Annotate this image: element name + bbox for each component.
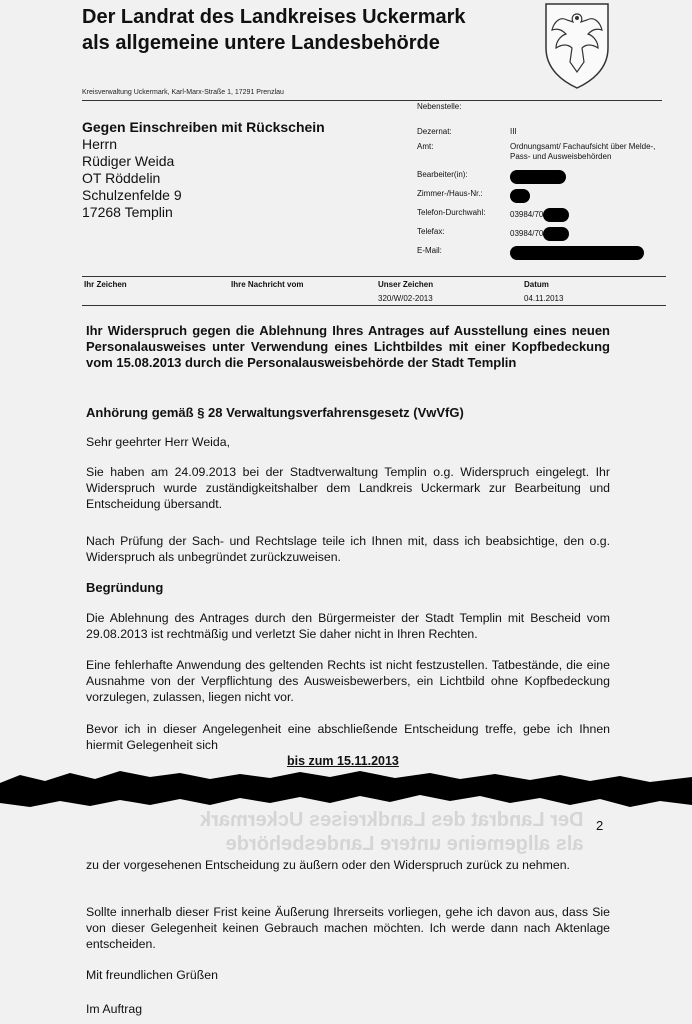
redacted-bearbeiter — [510, 170, 566, 184]
reference-rule-top — [82, 276, 666, 277]
recipient-name: Rüdiger Weida — [82, 153, 175, 169]
bleed-through-letterhead: Der Landrat des Landkreises Uckermark als allgemeine untere Landesbehörde — [200, 809, 584, 855]
paragraph-5: Bevor ich in dieser Angelegenheit eine abschließende Entscheidung treffe, gebe ich Ihnen hiermit Gelegenheit sich — [86, 722, 610, 752]
unser-zeichen-value: 320/W/02-2013 — [378, 294, 433, 303]
reference-rule-bottom — [82, 305, 666, 306]
telefax-value: 03984/70 — [510, 229, 544, 239]
signoff: Im Auftrag — [86, 1002, 143, 1016]
recipient-district: OT Röddelin — [82, 170, 161, 186]
recipient-street: Schulzenfelde 9 — [82, 187, 182, 203]
telefax-label: Telefax: — [417, 227, 445, 236]
amt-label: Amt: — [417, 142, 434, 151]
recipient-city: 17268 Templin — [82, 204, 173, 220]
recipient-salutation: Herrn — [82, 136, 118, 152]
paragraph-6: zu der vorgesehenen Entscheidung zu äußern oder den Widerspruch zurück zu nehmen. — [86, 858, 570, 872]
hearing-heading: Anhörung gemäß § 28 Verwaltungsverfahrensgesetz (VwVfG) — [86, 405, 464, 420]
deadline-date: bis zum 15.11.2013 — [287, 754, 399, 768]
closing: Mit freundlichen Grüßen — [86, 968, 218, 982]
redacted-email — [510, 246, 644, 260]
recipient-address — [82, 119, 325, 221]
paragraph-2: Nach Prüfung der Sach- und Rechtslage teile ich Ihnen mit, dass ich beabsichtige, den o.g. Widerspruch als unbegründet zurückzuweisen. — [86, 534, 610, 564]
amt-value: Ordnungsamt/ Fachaufsicht über Melde-, Pass- und Ausweisbehörden — [510, 142, 656, 161]
datum-value: 04.11.2013 — [524, 294, 564, 303]
greeting: Sehr geehrter Herr Weida, — [86, 435, 230, 449]
telefon-label: Telefon-Durchwahl: — [417, 208, 486, 217]
sender-address-line: Kreisverwaltung Uckermark, Karl-Marx-Straße 1, 17291 Prenzlau — [82, 89, 284, 96]
redacted-telefon — [543, 208, 569, 222]
dezernat-label: Dezernat: — [417, 127, 452, 136]
letter-subject: Ihr Widerspruch gegen die Ablehnung Ihres Antrages auf Ausstellung eines neuen Personalausweises unter Verwendung eines Lichtbildes mit einer Kopfbedeckung vom 15.08.2013 durch die Personalausweisbehörde der Stadt Templin — [86, 323, 610, 370]
telefon-value: 03984/70 — [510, 210, 544, 220]
redacted-telefax — [543, 227, 569, 241]
eagle-crest-icon — [540, 0, 614, 90]
letterhead-title — [82, 4, 466, 56]
reason-heading: Begründung — [86, 580, 164, 595]
ihre-nachricht-label: Ihre Nachricht vom — [231, 280, 304, 289]
paragraph-3: Die Ablehnung des Antrages durch den Bürgermeister der Stadt Templin mit Bescheid vom 29.08.2013 ist rechtmäßig und verletzt Sie daher nicht in Ihren Rechten. — [86, 611, 610, 641]
dezernat-value: III — [510, 127, 517, 136]
paragraph-4: Eine fehlerhafte Anwendung des geltenden Rechts ist nicht festzustellen. Tatbestände, die eine Ausnahme von der Verpflichtung des Ausweisbewerbers, ein Lichtbild ohne Kopfbedeckung vorzulegen, zulassen, liegen nicht vor. — [86, 658, 610, 704]
bearbeiter-label: Bearbeiter(in): — [417, 170, 468, 179]
email-label: E-Mail: — [417, 246, 442, 255]
datum-label: Datum — [524, 280, 549, 289]
nebenstelle-label: Nebenstelle: — [417, 102, 462, 111]
ihr-zeichen-label: Ihr Zeichen — [84, 280, 127, 289]
delivery-method: Gegen Einschreiben mit Rückschein — [82, 119, 325, 135]
page-number: 2 — [596, 818, 604, 833]
contact-block — [417, 102, 667, 265]
zimmer-label: Zimmer-/Haus-Nr.: — [417, 189, 483, 198]
unser-zeichen-label: Unser Zeichen — [378, 280, 434, 289]
redacted-zimmer — [510, 189, 530, 203]
paragraph-7: Sollte innerhalb dieser Frist keine Äußerung Ihrerseits vorliegen, gehe ich davon aus, dass Sie von dieser Gelegenheit keinen Gebrauch machen möchten. Ich werde dann nach Aktenlage entscheiden. — [86, 905, 610, 951]
letterhead-line-1: Der Landrat des Landkreises Uckermark — [82, 6, 466, 28]
header-divider — [82, 100, 662, 101]
letterhead-line-2: als allgemeine untere Landesbehörde — [82, 32, 440, 54]
paragraph-1: Sie haben am 24.09.2013 bei der Stadtverwaltung Templin o.g. Widerspruch eingelegt. Ihr Widerspruch wurde zuständigkeitshalber dem Landkreis Uckermark zur Bearbeitung und Entscheidung übersandt. — [86, 465, 610, 511]
